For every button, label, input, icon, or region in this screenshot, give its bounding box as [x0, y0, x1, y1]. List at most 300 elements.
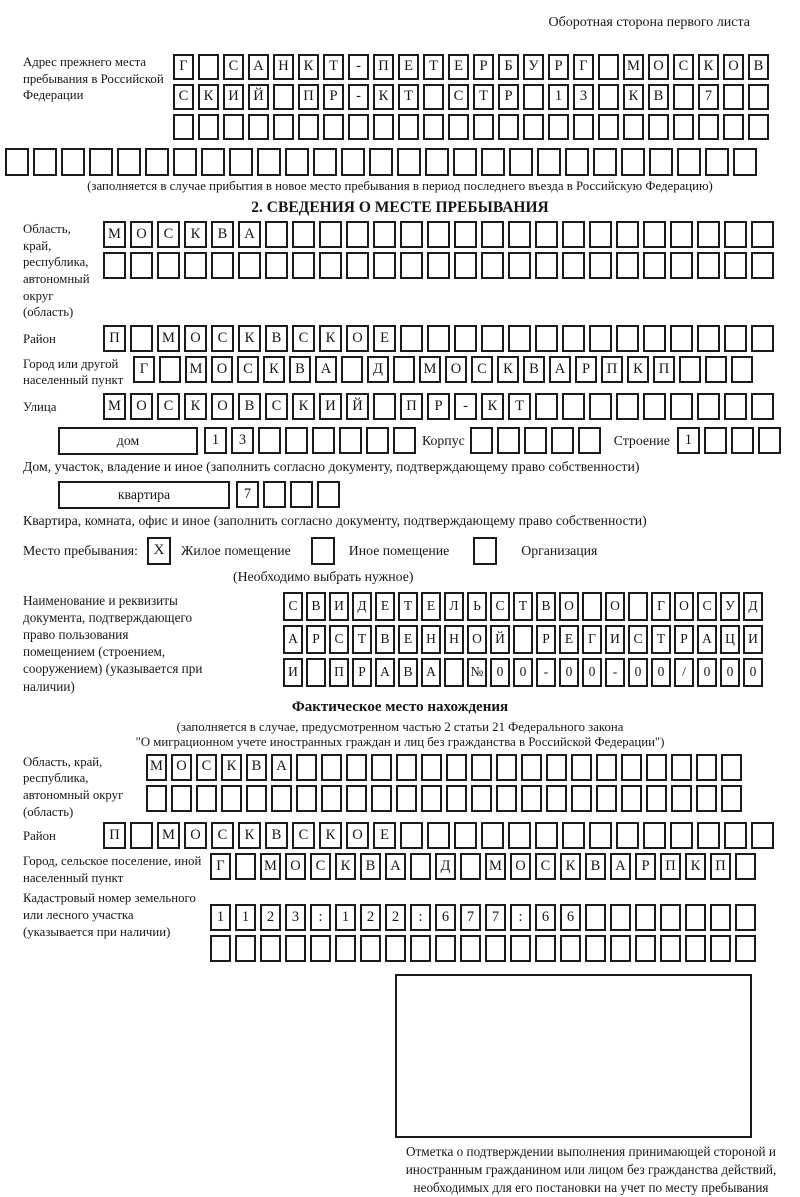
char-cell[interactable]	[296, 754, 317, 781]
char-cell[interactable]: О	[723, 54, 744, 80]
char-cell[interactable]: Г	[133, 356, 155, 383]
char-cell[interactable]	[497, 427, 520, 454]
char-cell[interactable]: М	[185, 356, 207, 383]
char-cell[interactable]: О	[184, 325, 207, 352]
char-cell[interactable]	[731, 356, 753, 383]
char-cell[interactable]	[446, 754, 467, 781]
char-cell[interactable]: В	[238, 393, 261, 420]
char-cell[interactable]	[735, 904, 756, 931]
char-cell[interactable]	[748, 84, 769, 110]
char-cell[interactable]: Н	[444, 625, 464, 654]
char-cell[interactable]	[610, 904, 631, 931]
char-cell[interactable]	[296, 785, 317, 812]
char-cell[interactable]: К	[627, 356, 649, 383]
char-cell[interactable]	[229, 148, 253, 176]
char-cell[interactable]	[565, 148, 589, 176]
char-cell[interactable]: К	[221, 754, 242, 781]
char-cell[interactable]	[5, 148, 29, 176]
char-cell[interactable]	[246, 785, 267, 812]
char-cell[interactable]: А	[697, 625, 717, 654]
char-cell[interactable]	[258, 427, 281, 454]
char-cell[interactable]: И	[329, 592, 349, 621]
char-cell[interactable]: 2	[360, 904, 381, 931]
char-cell[interactable]: Р	[306, 625, 326, 654]
char-cell[interactable]	[697, 393, 720, 420]
char-cell[interactable]	[649, 148, 673, 176]
char-cell[interactable]	[454, 252, 477, 279]
char-cell[interactable]	[496, 754, 517, 781]
char-cell[interactable]	[341, 356, 363, 383]
char-cell[interactable]: С	[697, 592, 717, 621]
char-cell[interactable]: С	[471, 356, 493, 383]
char-cell[interactable]	[159, 356, 181, 383]
char-cell[interactable]: О	[445, 356, 467, 383]
stay-type-checkbox-other[interactable]	[311, 537, 335, 565]
char-cell[interactable]	[535, 935, 556, 962]
char-cell[interactable]: С	[535, 853, 556, 880]
char-cell[interactable]	[369, 148, 393, 176]
char-cell[interactable]: К	[560, 853, 581, 880]
char-cell[interactable]: О	[184, 822, 207, 849]
char-cell[interactable]: Т	[398, 84, 419, 110]
char-cell[interactable]	[335, 935, 356, 962]
char-cell[interactable]: К	[184, 393, 207, 420]
char-cell[interactable]: О	[674, 592, 694, 621]
char-cell[interactable]: С	[329, 625, 349, 654]
char-cell[interactable]	[677, 148, 701, 176]
char-cell[interactable]	[735, 935, 756, 962]
char-cell[interactable]: 1	[677, 427, 700, 454]
char-cell[interactable]: С	[448, 84, 469, 110]
char-cell[interactable]: -	[605, 658, 625, 687]
char-cell[interactable]: Н	[421, 625, 441, 654]
char-cell[interactable]	[285, 427, 308, 454]
char-cell[interactable]: К	[263, 356, 285, 383]
char-cell[interactable]: К	[373, 84, 394, 110]
char-cell[interactable]: П	[298, 84, 319, 110]
char-cell[interactable]	[721, 785, 742, 812]
char-cell[interactable]	[346, 785, 367, 812]
char-cell[interactable]	[400, 325, 423, 352]
char-cell[interactable]: А	[549, 356, 571, 383]
char-cell[interactable]	[366, 427, 389, 454]
char-cell[interactable]	[616, 221, 639, 248]
char-cell[interactable]	[589, 252, 612, 279]
char-cell[interactable]: Н	[273, 54, 294, 80]
char-cell[interactable]	[610, 935, 631, 962]
char-cell[interactable]	[373, 221, 396, 248]
char-cell[interactable]	[537, 148, 561, 176]
char-cell[interactable]	[593, 148, 617, 176]
char-cell[interactable]	[562, 393, 585, 420]
char-cell[interactable]: Р	[575, 356, 597, 383]
char-cell[interactable]: Г	[173, 54, 194, 80]
char-cell[interactable]: Т	[508, 393, 531, 420]
char-cell[interactable]	[671, 785, 692, 812]
char-cell[interactable]	[705, 356, 727, 383]
char-cell[interactable]	[660, 935, 681, 962]
char-cell[interactable]	[621, 785, 642, 812]
char-cell[interactable]: 3	[231, 427, 254, 454]
char-cell[interactable]	[648, 114, 669, 140]
char-cell[interactable]	[535, 252, 558, 279]
char-cell[interactable]	[146, 785, 167, 812]
char-cell[interactable]	[211, 252, 234, 279]
char-cell[interactable]: И	[319, 393, 342, 420]
char-cell[interactable]	[646, 785, 667, 812]
char-cell[interactable]: П	[653, 356, 675, 383]
char-cell[interactable]	[235, 853, 256, 880]
char-cell[interactable]: 0	[651, 658, 671, 687]
char-cell[interactable]: П	[710, 853, 731, 880]
char-cell[interactable]: В	[265, 822, 288, 849]
char-cell[interactable]	[396, 785, 417, 812]
stay-type-checkbox-residential[interactable]: X	[147, 537, 171, 565]
char-cell[interactable]	[548, 114, 569, 140]
char-cell[interactable]	[733, 148, 757, 176]
char-cell[interactable]	[346, 252, 369, 279]
char-cell[interactable]	[400, 822, 423, 849]
char-cell[interactable]: С	[673, 54, 694, 80]
char-cell[interactable]: О	[171, 754, 192, 781]
char-cell[interactable]	[290, 481, 313, 508]
char-cell[interactable]: -	[348, 84, 369, 110]
char-cell[interactable]: А	[283, 625, 303, 654]
char-cell[interactable]: К	[238, 325, 261, 352]
char-cell[interactable]	[598, 114, 619, 140]
char-cell[interactable]: К	[685, 853, 706, 880]
char-cell[interactable]	[238, 252, 261, 279]
char-cell[interactable]: А	[238, 221, 261, 248]
char-cell[interactable]: С	[157, 393, 180, 420]
char-cell[interactable]: М	[157, 822, 180, 849]
char-cell[interactable]: А	[375, 658, 395, 687]
char-cell[interactable]	[596, 785, 617, 812]
char-cell[interactable]: О	[346, 822, 369, 849]
char-cell[interactable]	[373, 393, 396, 420]
char-cell[interactable]	[598, 54, 619, 80]
char-cell[interactable]	[312, 427, 335, 454]
char-cell[interactable]	[508, 221, 531, 248]
char-cell[interactable]: В	[536, 592, 556, 621]
char-cell[interactable]	[670, 822, 693, 849]
char-cell[interactable]	[265, 221, 288, 248]
char-cell[interactable]: В	[360, 853, 381, 880]
char-cell[interactable]: О	[211, 393, 234, 420]
char-cell[interactable]	[535, 393, 558, 420]
char-cell[interactable]	[724, 393, 747, 420]
char-cell[interactable]	[210, 935, 231, 962]
char-cell[interactable]: Т	[651, 625, 671, 654]
char-cell[interactable]: 6	[560, 904, 581, 931]
char-cell[interactable]: 1	[210, 904, 231, 931]
char-cell[interactable]: П	[329, 658, 349, 687]
char-cell[interactable]: В	[398, 658, 418, 687]
char-cell[interactable]	[130, 822, 153, 849]
char-cell[interactable]	[616, 252, 639, 279]
char-cell[interactable]: 0	[559, 658, 579, 687]
char-cell[interactable]: К	[184, 221, 207, 248]
char-cell[interactable]: Т	[513, 592, 533, 621]
char-cell[interactable]: Р	[427, 393, 450, 420]
char-cell[interactable]	[751, 325, 774, 352]
char-cell[interactable]	[397, 148, 421, 176]
char-cell[interactable]	[635, 935, 656, 962]
char-cell[interactable]	[562, 252, 585, 279]
char-cell[interactable]	[427, 221, 450, 248]
char-cell[interactable]	[589, 822, 612, 849]
char-cell[interactable]: Т	[323, 54, 344, 80]
char-cell[interactable]: К	[238, 822, 261, 849]
char-cell[interactable]: Т	[398, 592, 418, 621]
char-cell[interactable]: 2	[260, 904, 281, 931]
char-cell[interactable]	[562, 221, 585, 248]
char-cell[interactable]	[670, 325, 693, 352]
char-cell[interactable]	[643, 325, 666, 352]
char-cell[interactable]: К	[497, 356, 519, 383]
char-cell[interactable]	[130, 252, 153, 279]
char-cell[interactable]	[510, 935, 531, 962]
char-cell[interactable]: Ц	[720, 625, 740, 654]
char-cell[interactable]	[448, 114, 469, 140]
char-cell[interactable]: О	[211, 356, 233, 383]
char-cell[interactable]	[319, 221, 342, 248]
char-cell[interactable]	[697, 822, 720, 849]
char-cell[interactable]	[444, 658, 464, 687]
char-cell[interactable]: С	[628, 625, 648, 654]
char-cell[interactable]: О	[467, 625, 487, 654]
char-cell[interactable]	[724, 221, 747, 248]
char-cell[interactable]	[509, 148, 533, 176]
char-cell[interactable]	[393, 356, 415, 383]
char-cell[interactable]	[685, 935, 706, 962]
char-cell[interactable]	[371, 785, 392, 812]
char-cell[interactable]	[471, 785, 492, 812]
char-cell[interactable]: А	[421, 658, 441, 687]
char-cell[interactable]	[421, 785, 442, 812]
char-cell[interactable]	[621, 754, 642, 781]
char-cell[interactable]: О	[559, 592, 579, 621]
char-cell[interactable]	[751, 252, 774, 279]
char-cell[interactable]	[235, 935, 256, 962]
char-cell[interactable]: К	[335, 853, 356, 880]
char-cell[interactable]	[485, 935, 506, 962]
char-cell[interactable]	[371, 754, 392, 781]
char-cell[interactable]	[643, 221, 666, 248]
char-cell[interactable]	[596, 754, 617, 781]
char-cell[interactable]: /	[674, 658, 694, 687]
char-cell[interactable]: В	[648, 84, 669, 110]
char-cell[interactable]	[346, 221, 369, 248]
char-cell[interactable]: :	[410, 904, 431, 931]
char-cell[interactable]	[285, 148, 309, 176]
char-cell[interactable]: И	[605, 625, 625, 654]
char-cell[interactable]: П	[601, 356, 623, 383]
char-cell[interactable]	[171, 785, 192, 812]
char-cell[interactable]: -	[348, 54, 369, 80]
char-cell[interactable]	[589, 393, 612, 420]
char-cell[interactable]	[481, 822, 504, 849]
char-cell[interactable]	[298, 114, 319, 140]
char-cell[interactable]: С	[283, 592, 303, 621]
stay-type-checkbox-organization[interactable]	[473, 537, 497, 565]
char-cell[interactable]	[273, 84, 294, 110]
char-cell[interactable]	[453, 148, 477, 176]
char-cell[interactable]: Р	[635, 853, 656, 880]
char-cell[interactable]: 0	[582, 658, 602, 687]
char-cell[interactable]	[635, 904, 656, 931]
char-cell[interactable]: №	[467, 658, 487, 687]
char-cell[interactable]: С	[292, 325, 315, 352]
char-cell[interactable]: К	[623, 84, 644, 110]
char-cell[interactable]	[621, 148, 645, 176]
char-cell[interactable]: С	[292, 822, 315, 849]
char-cell[interactable]	[571, 785, 592, 812]
char-cell[interactable]: С	[490, 592, 510, 621]
char-cell[interactable]	[410, 853, 431, 880]
char-cell[interactable]	[724, 325, 747, 352]
char-cell[interactable]: К	[198, 84, 219, 110]
char-cell[interactable]	[271, 785, 292, 812]
char-cell[interactable]	[184, 252, 207, 279]
char-cell[interactable]: Л	[444, 592, 464, 621]
char-cell[interactable]	[643, 393, 666, 420]
char-cell[interactable]	[196, 785, 217, 812]
char-cell[interactable]: К	[698, 54, 719, 80]
char-cell[interactable]: В	[289, 356, 311, 383]
char-cell[interactable]	[697, 325, 720, 352]
char-cell[interactable]: :	[510, 904, 531, 931]
char-cell[interactable]: М	[157, 325, 180, 352]
char-cell[interactable]	[698, 114, 719, 140]
char-cell[interactable]	[400, 252, 423, 279]
char-cell[interactable]: Р	[352, 658, 372, 687]
char-cell[interactable]	[628, 592, 648, 621]
char-cell[interactable]: 7	[485, 904, 506, 931]
char-cell[interactable]	[481, 148, 505, 176]
char-cell[interactable]: Д	[367, 356, 389, 383]
char-cell[interactable]	[285, 935, 306, 962]
char-cell[interactable]: В	[585, 853, 606, 880]
char-cell[interactable]	[373, 252, 396, 279]
char-cell[interactable]: Й	[490, 625, 510, 654]
char-cell[interactable]	[360, 935, 381, 962]
char-cell[interactable]	[524, 427, 547, 454]
char-cell[interactable]: В	[211, 221, 234, 248]
char-cell[interactable]: В	[375, 625, 395, 654]
char-cell[interactable]: Р	[323, 84, 344, 110]
char-cell[interactable]	[679, 356, 701, 383]
char-cell[interactable]	[454, 822, 477, 849]
char-cell[interactable]	[198, 114, 219, 140]
char-cell[interactable]	[724, 822, 747, 849]
char-cell[interactable]: П	[373, 54, 394, 80]
char-cell[interactable]: М	[260, 853, 281, 880]
char-cell[interactable]: Й	[248, 84, 269, 110]
char-cell[interactable]: Р	[473, 54, 494, 80]
char-cell[interactable]: Е	[559, 625, 579, 654]
char-cell[interactable]: Е	[448, 54, 469, 80]
char-cell[interactable]	[616, 393, 639, 420]
char-cell[interactable]	[130, 325, 153, 352]
char-cell[interactable]: К	[298, 54, 319, 80]
char-cell[interactable]	[589, 325, 612, 352]
char-cell[interactable]: С	[211, 822, 234, 849]
char-cell[interactable]: П	[400, 393, 423, 420]
char-cell[interactable]	[546, 785, 567, 812]
char-cell[interactable]	[473, 114, 494, 140]
char-cell[interactable]	[513, 625, 533, 654]
char-cell[interactable]: О	[346, 325, 369, 352]
char-cell[interactable]	[310, 935, 331, 962]
char-cell[interactable]: С	[237, 356, 259, 383]
char-cell[interactable]: Г	[651, 592, 671, 621]
char-cell[interactable]	[585, 935, 606, 962]
char-cell[interactable]: К	[319, 822, 342, 849]
char-cell[interactable]	[223, 114, 244, 140]
char-cell[interactable]: 3	[285, 904, 306, 931]
char-cell[interactable]: И	[223, 84, 244, 110]
char-cell[interactable]: Д	[352, 592, 372, 621]
char-cell[interactable]: М	[146, 754, 167, 781]
char-cell[interactable]	[273, 114, 294, 140]
char-cell[interactable]	[696, 754, 717, 781]
char-cell[interactable]: 6	[435, 904, 456, 931]
char-cell[interactable]: С	[265, 393, 288, 420]
char-cell[interactable]: С	[173, 84, 194, 110]
char-cell[interactable]	[446, 785, 467, 812]
char-cell[interactable]	[710, 935, 731, 962]
char-cell[interactable]: Е	[375, 592, 395, 621]
char-cell[interactable]	[704, 427, 727, 454]
char-cell[interactable]	[263, 481, 286, 508]
char-cell[interactable]	[348, 114, 369, 140]
char-cell[interactable]	[317, 481, 340, 508]
char-cell[interactable]	[582, 592, 602, 621]
char-cell[interactable]: Г	[210, 853, 231, 880]
char-cell[interactable]: 1	[204, 427, 227, 454]
char-cell[interactable]	[427, 252, 450, 279]
char-cell[interactable]: 7	[236, 481, 259, 508]
char-cell[interactable]	[508, 822, 531, 849]
char-cell[interactable]: В	[523, 356, 545, 383]
char-cell[interactable]	[248, 114, 269, 140]
char-cell[interactable]: В	[246, 754, 267, 781]
char-cell[interactable]	[562, 822, 585, 849]
char-cell[interactable]	[646, 754, 667, 781]
char-cell[interactable]	[292, 221, 315, 248]
char-cell[interactable]	[396, 754, 417, 781]
char-cell[interactable]	[257, 148, 281, 176]
char-cell[interactable]	[535, 221, 558, 248]
char-cell[interactable]	[89, 148, 113, 176]
char-cell[interactable]	[523, 114, 544, 140]
char-cell[interactable]: О	[648, 54, 669, 80]
char-cell[interactable]	[471, 754, 492, 781]
char-cell[interactable]: О	[285, 853, 306, 880]
char-cell[interactable]	[710, 904, 731, 931]
char-cell[interactable]	[323, 114, 344, 140]
char-cell[interactable]: М	[623, 54, 644, 80]
char-cell[interactable]: К	[292, 393, 315, 420]
char-cell[interactable]	[373, 114, 394, 140]
char-cell[interactable]: К	[481, 393, 504, 420]
char-cell[interactable]	[560, 935, 581, 962]
char-cell[interactable]	[481, 252, 504, 279]
char-cell[interactable]: 1	[335, 904, 356, 931]
char-cell[interactable]	[671, 754, 692, 781]
char-cell[interactable]: :	[310, 904, 331, 931]
